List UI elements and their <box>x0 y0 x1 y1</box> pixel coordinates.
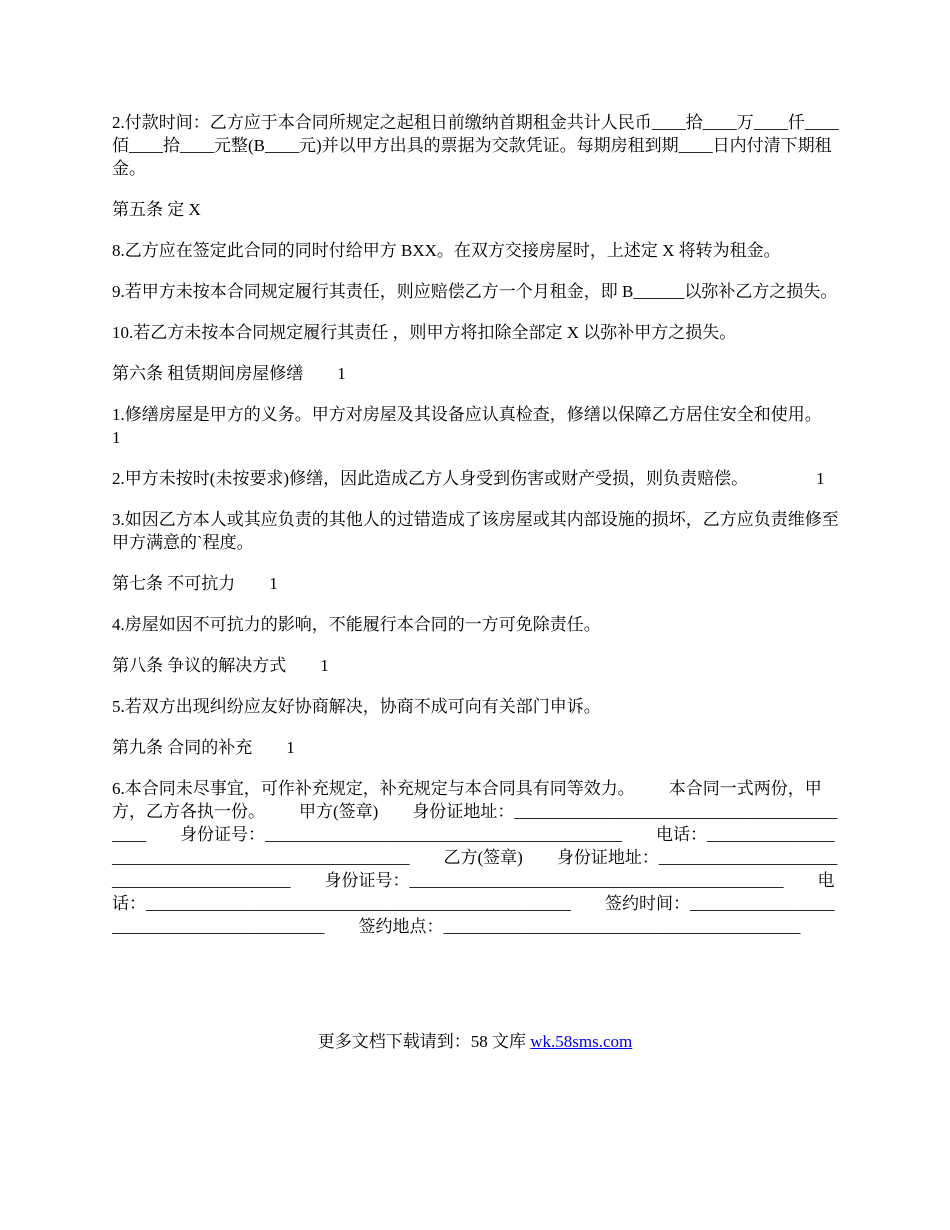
repair-clause-2: 2.甲方未按时(未按要求)修缮，因此造成乙方人身受到伤害或财产受损，则负责赔偿。 1 <box>112 469 825 488</box>
download-footer <box>0 1030 950 1054</box>
supplement-and-signature-clause-6: 6.本合同未尽事宜，可作补充规定，补充规定与本合同具有同等效力。 本合同一式两份，甲方，乙方各执一份。 甲方(签章) 身份证地址：__________________________________________ 身份证号：__________________________________________ 电话：__________________________________________________ 乙方(签章) 身份证地址：__________________________________________ 身份证号：____________________________________________ 电话：__________________________________________________ 签约时间：__________________________________________ 签约地点：__________________________________________ <box>112 779 838 936</box>
footer-link[interactable]: wk.58sms.com <box>530 1032 633 1051</box>
dispute-clause-5: 5.若双方出现纠纷应友好协商解决，协商不成可向有关部门申诉。 <box>112 697 601 716</box>
landlord-breach-clause-9: 9.若甲方未按本合同规定履行其责任，则应赔偿乙方一个月租金，即 B______以弥补乙方之损失。 <box>112 282 838 301</box>
article-6-heading: 第六条 租赁期间房屋修缮 1 <box>112 364 346 383</box>
force-majeure-clause-4: 4.房屋如因不可抗力的影响，不能履行本合同的一方可免除责任。 <box>112 615 601 634</box>
article-8-heading: 第八条 争议的解决方式 1 <box>112 656 329 675</box>
repair-clause-1: 1.修缮房屋是甲方的义务。甲方对房屋及其设备应认真检查，修缮以保障乙方居住安全和使用。 1 <box>112 405 856 447</box>
article-9-heading: 第九条 合同的补充 1 <box>112 738 295 757</box>
deposit-clause-8: 8.乙方应在签定此合同的同时付给甲方 BXX。在双方交接房屋时，上述定 X 将转为租金。 <box>112 241 781 260</box>
payment-time-clause: 2.付款时间：乙方应于本合同所规定之起租日前缴纳首期租金共计人民币____拾____万____仟____佰____拾____元整(B____元)并以甲方出具的票据为交款凭证。每期房租到期____日内付清下期租金。 <box>112 113 839 178</box>
tenant-breach-clause-10: 10.若乙方未按本合同规定履行其责任 ，则甲方将扣除全部定 X 以弥补甲方之损失。 <box>112 323 737 342</box>
article-5-heading: 第五条 定 X <box>112 200 201 219</box>
article-7-heading: 第七条 不可抗力 1 <box>112 574 278 593</box>
contract-body <box>112 111 856 956</box>
repair-clause-3: 3.如因乙方本人或其应负责的其他人的过错造成了该房屋或其内部设施的损坏，乙方应负责维修至甲方满意的`程度。 <box>112 510 839 552</box>
footer-text: 更多文档下载请到：58 文库 <box>317 1032 531 1051</box>
